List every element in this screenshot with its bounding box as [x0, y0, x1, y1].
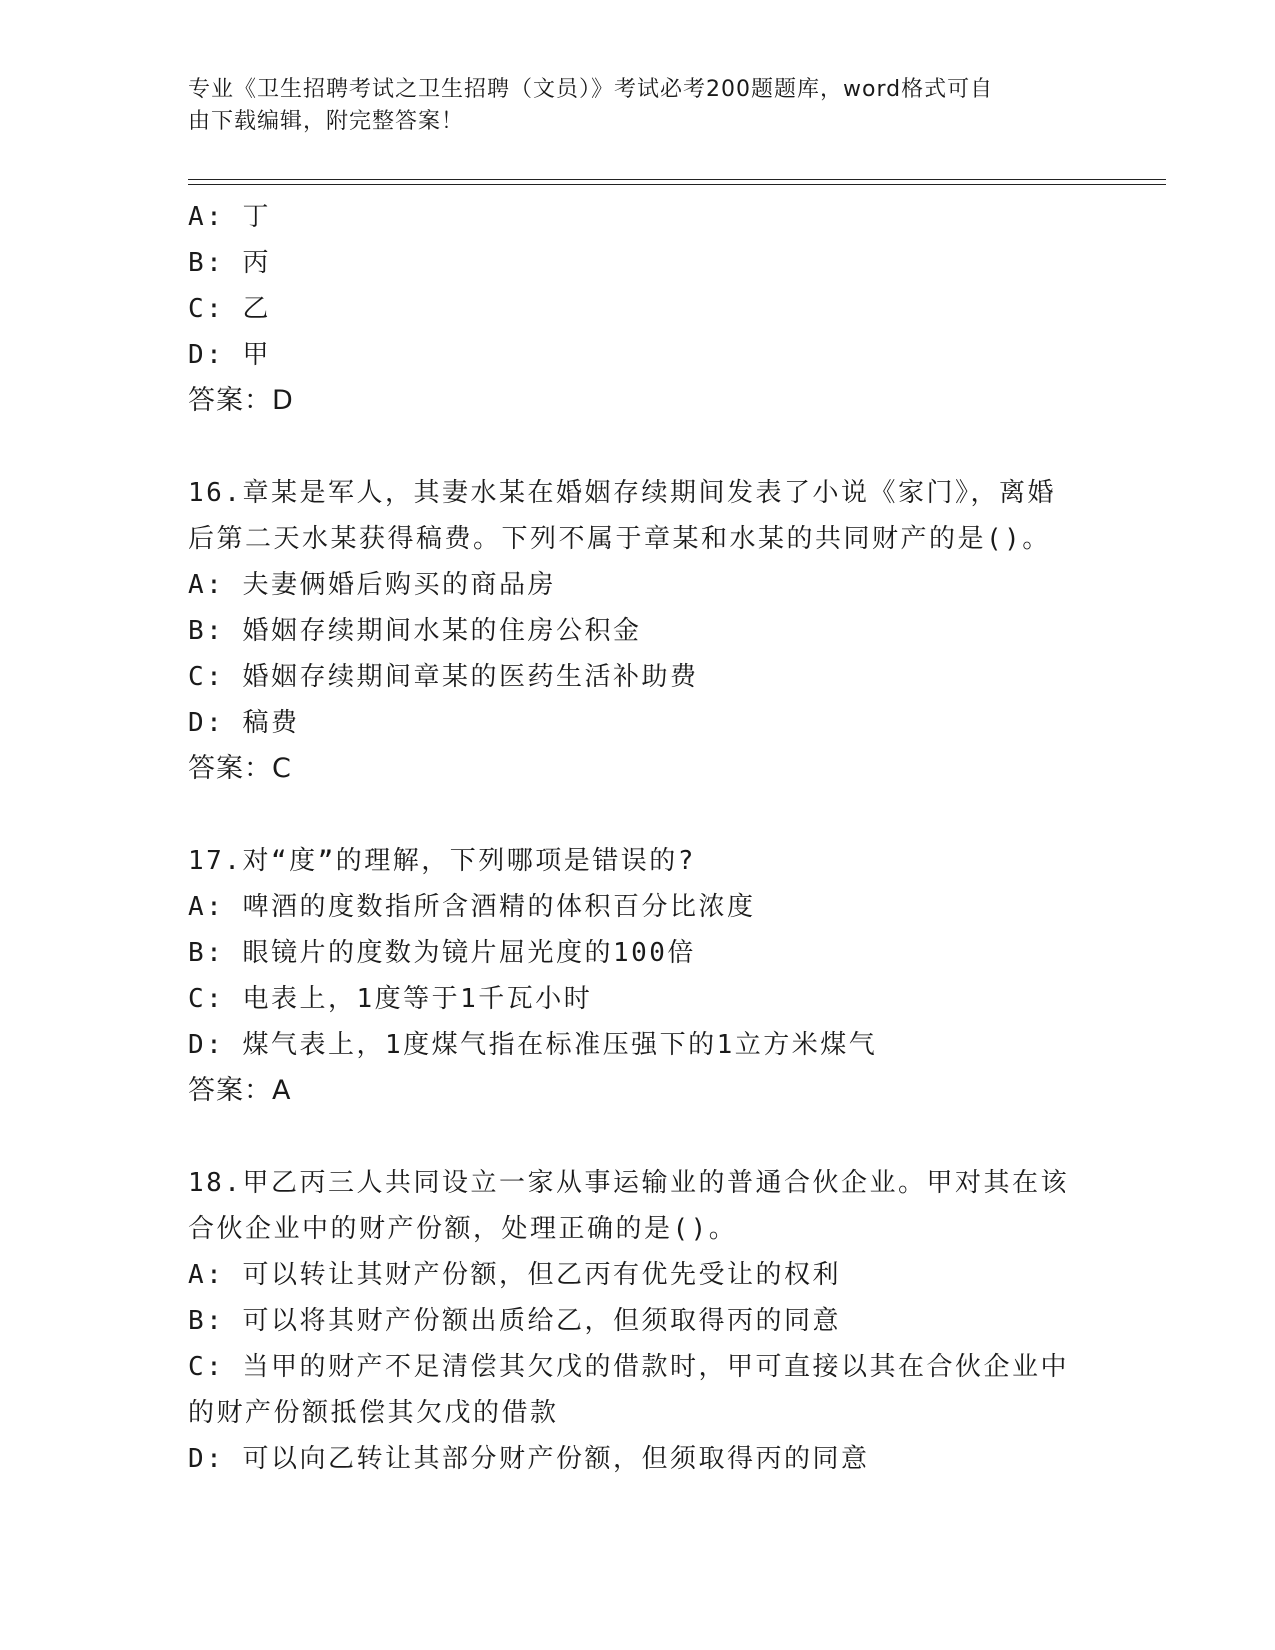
option-b: B: 可以将其财产份额出质给乙，但须取得丙的同意	[188, 1306, 841, 1336]
header-line-1: 专业《卫生招聘考试之卫生招聘（文员）》考试必考200题题库，word格式可自	[188, 77, 994, 102]
question-15-options	[188, 194, 1088, 424]
option-a: A: 啤酒的度数指所含酒精的体积百分比浓度	[188, 892, 756, 922]
option-c: C: 婚姻存续期间章某的医药生活补助费	[188, 662, 699, 692]
question-stem-continued: 后第二天水某获得稿费。下列不属于章某和水某的共同财产的是()。	[188, 524, 1051, 554]
option-d: D: 甲	[188, 340, 271, 370]
spacer	[188, 1114, 1088, 1160]
option-d: D: 稿费	[188, 708, 300, 738]
option-b: B: 眼镜片的度数为镜片屈光度的100倍	[188, 938, 696, 968]
option-a: A: 丁	[188, 202, 271, 232]
spacer	[188, 792, 1088, 838]
option-a: A: 夫妻俩婚后购买的商品房	[188, 570, 556, 600]
question-18	[188, 1160, 1088, 1482]
header-line-2: 由下载编辑，附完整答案！	[188, 109, 465, 134]
answer-line: 答案：C	[188, 753, 292, 784]
answer-line: 答案：A	[188, 1075, 292, 1106]
question-stem-continued: 合伙企业中的财产份额，处理正确的是()。	[188, 1214, 738, 1244]
spacer	[188, 424, 1088, 470]
option-c: C: 电表上，1度等于1千瓦小时	[188, 984, 593, 1014]
question-content	[188, 194, 1088, 1482]
option-b: B: 丙	[188, 248, 271, 278]
option-c: C: 当甲的财产不足清偿其欠戊的借款时，甲可直接以其在合伙企业中	[188, 1352, 1069, 1382]
question-stem: 18.甲乙丙三人共同设立一家从事运输业的普通合伙企业。甲对其在该	[188, 1168, 1069, 1198]
question-stem: 17.对“度”的理解，下列哪项是错误的?	[188, 846, 696, 876]
option-c: C: 乙	[188, 294, 271, 324]
option-d: D: 煤气表上，1度煤气指在标准压强下的1立方米煤气	[188, 1030, 878, 1060]
document-header	[188, 74, 1068, 138]
answer-line: 答案：D	[188, 385, 294, 416]
question-17	[188, 838, 1088, 1114]
question-stem: 16.章某是军人，其妻水某在婚姻存续期间发表了小说《家门》，离婚	[188, 478, 1056, 508]
option-b: B: 婚姻存续期间水某的住房公积金	[188, 616, 642, 646]
question-16	[188, 470, 1088, 792]
option-a: A: 可以转让其财产份额，但乙丙有优先受让的权利	[188, 1260, 841, 1290]
option-c-continued: 的财产份额抵偿其欠戊的借款	[188, 1398, 559, 1428]
header-divider-top	[188, 179, 1166, 180]
header-divider-bottom	[188, 184, 1166, 185]
option-d: D: 可以向乙转让其部分财产份额，但须取得丙的同意	[188, 1444, 870, 1474]
